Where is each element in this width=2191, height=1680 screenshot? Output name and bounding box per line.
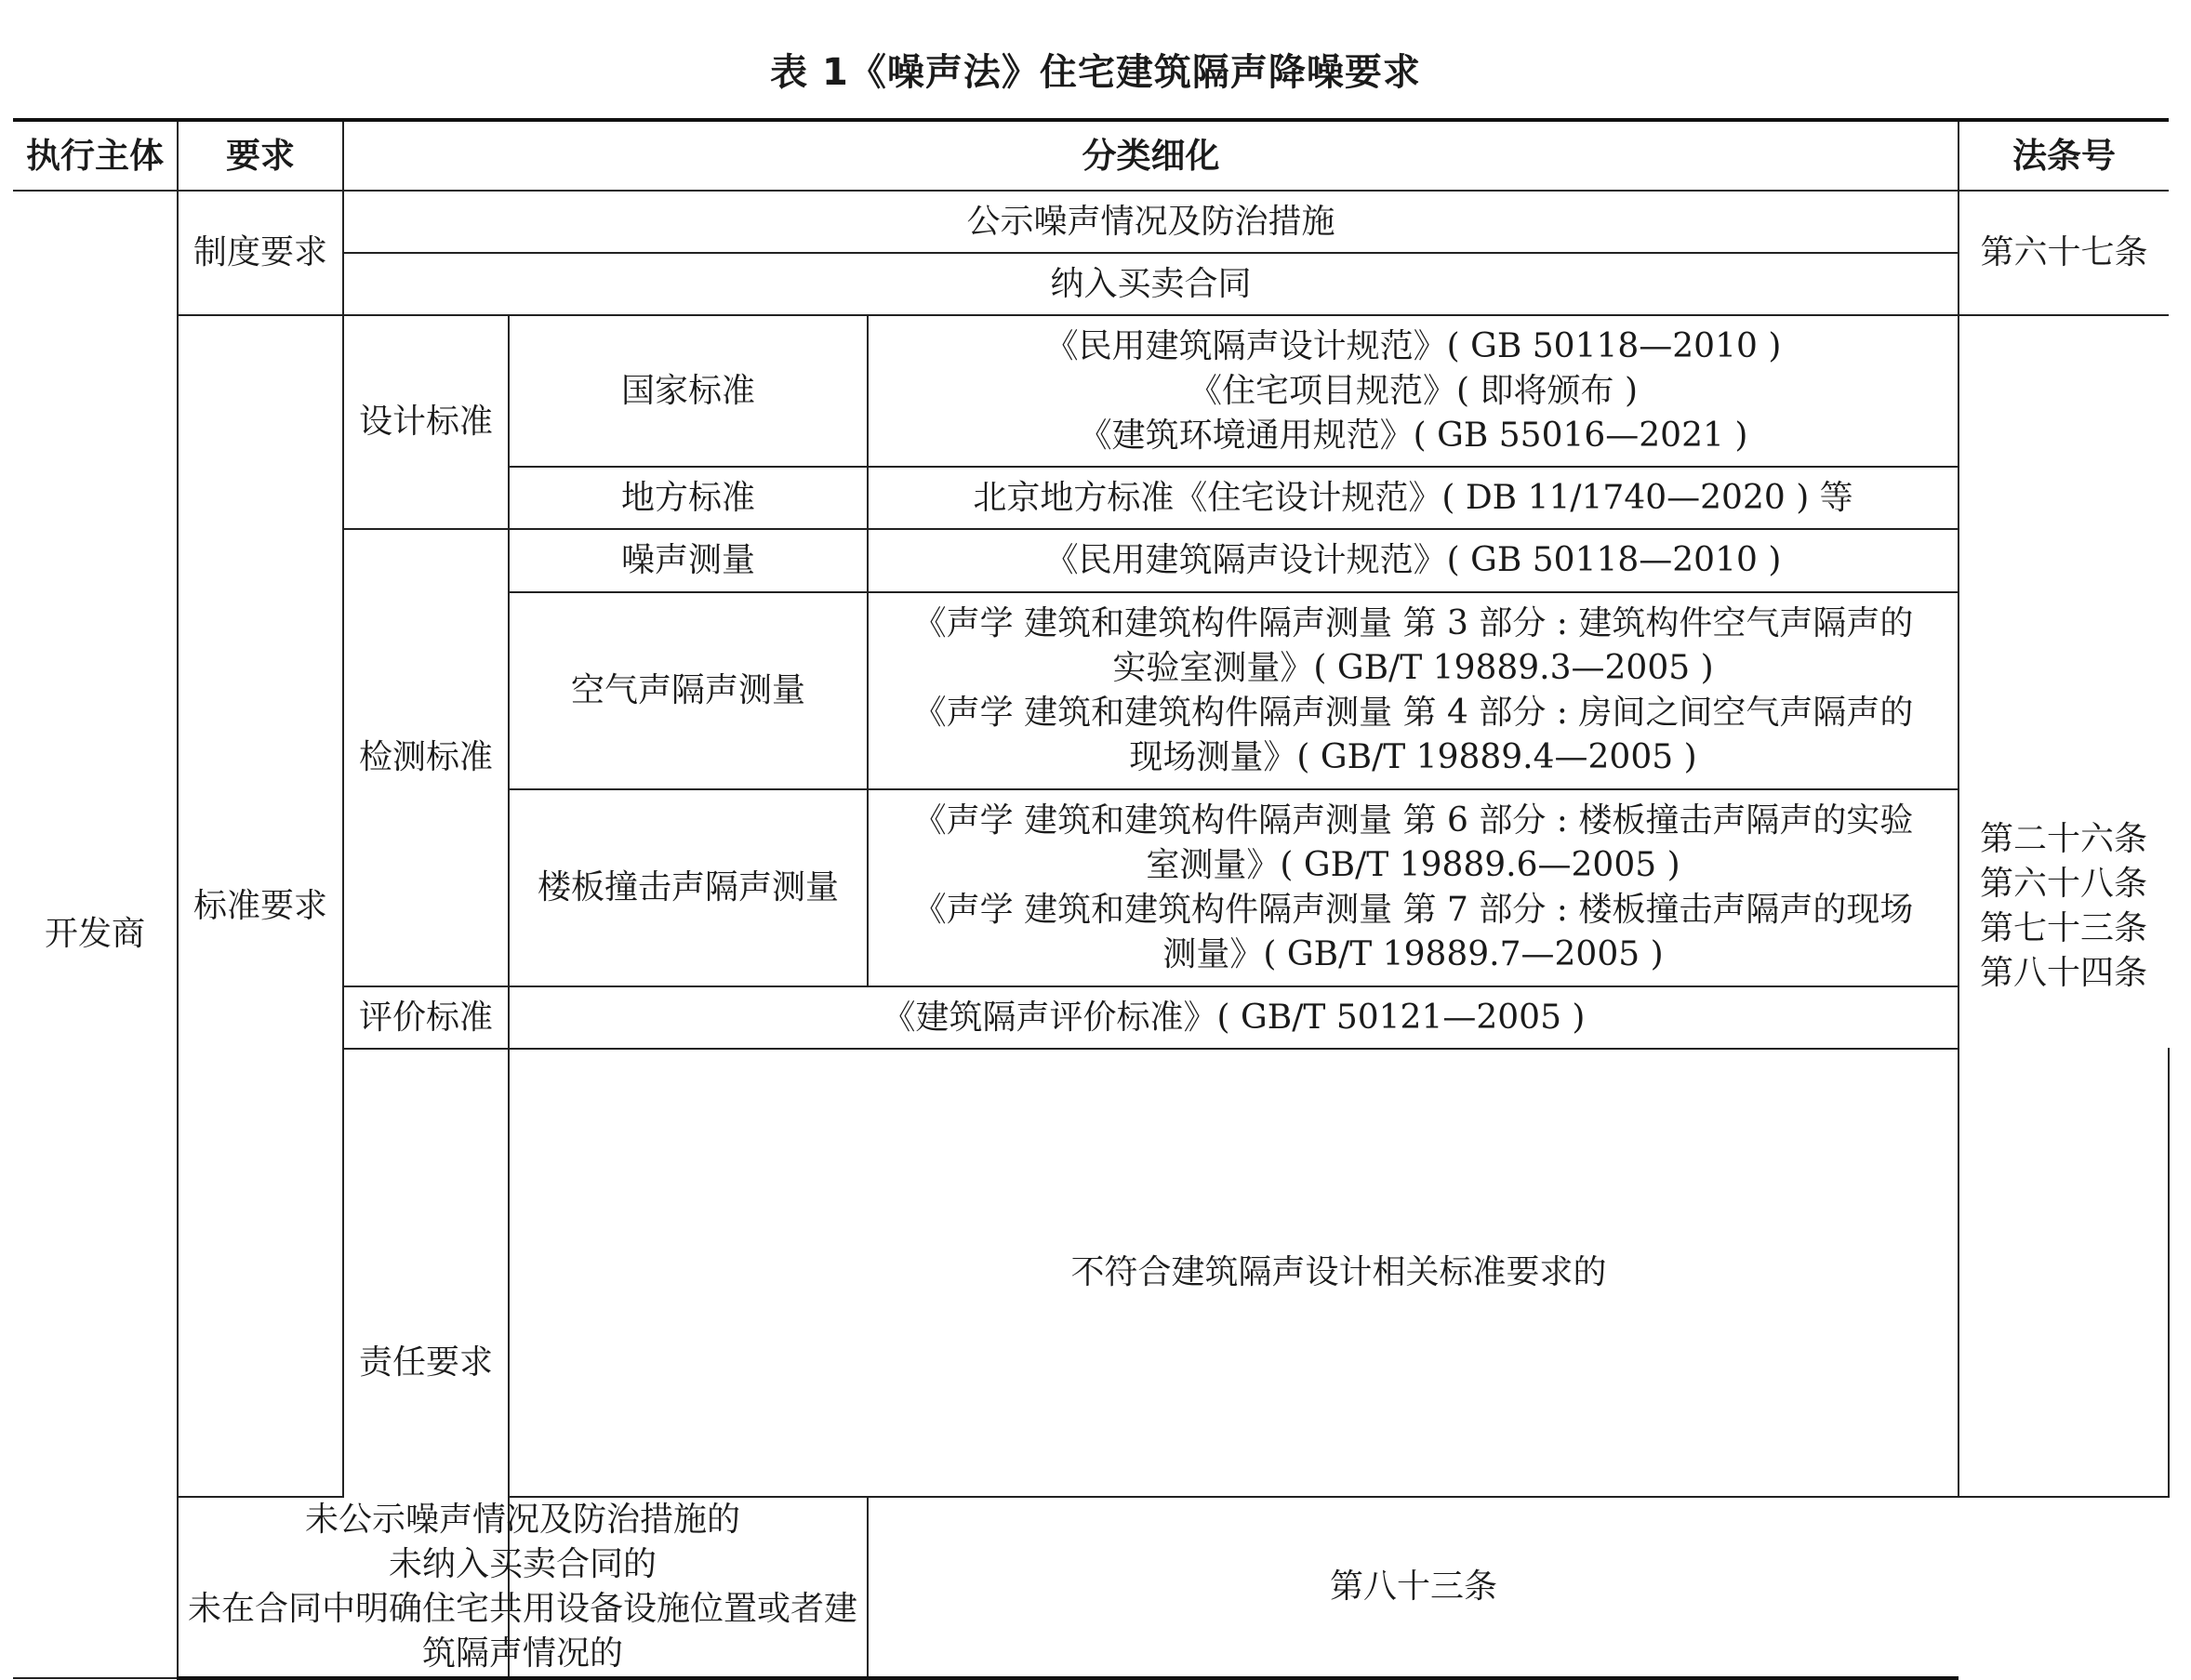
noise-standard: 《民用建筑隔声设计规范》( GB 50118—2010 ) [868,529,1959,592]
table-title: 表 1《噪声法》住宅建筑隔声降噪要求 [770,51,1421,94]
table-row [13,1497,2169,1678]
standard-line: 实验室测量》( GB/T 19889.3—2005 ) [1112,649,1714,687]
liability-line: 未公示噪声情况及防治措施的 [304,1501,740,1539]
standard-line: 《建筑环境通用规范》( GB 55016—2021 ) [1078,416,1748,455]
standard-line: 《声学 建筑和建筑构件隔声测量 第 3 部分 : 建筑构件空气声隔声的 [912,604,1914,642]
standard-line: 《民用建筑隔声设计规范》( GB 50118—2010 ) [1044,326,1782,365]
table-row [13,191,2169,253]
table-row [13,315,2169,467]
liability-second [178,1497,868,1678]
header-classification: 分类细化 [343,120,1959,191]
liability-line: 未纳入买卖合同的 [388,1545,657,1583]
header-requirement: 要求 [178,120,343,191]
liability-label: 责任要求 [343,1049,509,1678]
header-subject: 执行主体 [13,120,178,191]
local-label: 地方标准 [509,467,868,529]
system-item: 纳入买卖合同 [343,253,1959,315]
article-line: 第七十三条 [1980,908,2148,947]
impact-label: 楼板撞击声隔声测量 [509,789,868,986]
airborne-label: 空气声隔声测量 [509,592,868,789]
article-line: 第六十八条 [1980,864,2148,903]
subject-cell: 开发商 [13,191,178,1678]
standard-line: 测量》( GB/T 19889.7—2005 ) [1162,935,1664,973]
standard-line: 《声学 建筑和建筑构件隔声测量 第 7 部分 : 楼板撞击声隔声的现场 [912,891,1914,929]
system-article: 第六十七条 [1959,191,2169,315]
standard-line: 《住宅项目规范》( 即将颁布 ) [1188,371,1638,410]
article-line: 第二十六条 [1980,819,2148,858]
evaluation-standard: 《建筑隔声评价标准》( GB/T 50121—2005 ) [509,986,1959,1049]
local-standard: 北京地方标准《住宅设计规范》( DB 11/1740—2020 ) 等 [868,467,1959,529]
noise-label: 噪声测量 [509,529,868,592]
airborne-standards [868,592,1959,789]
evaluation-label: 评价标准 [343,986,509,1049]
national-label: 国家标准 [509,315,868,467]
national-standards [868,315,1959,467]
article-line: 第八十四条 [1980,953,2148,992]
system-label: 制度要求 [178,191,343,315]
design-label: 设计标准 [343,315,509,529]
standard-line: 现场测量》( GB/T 19889.4—2005 ) [1129,738,1697,776]
liability-first: 不符合建筑隔声设计相关标准要求的 [509,1049,2169,1497]
noise-law-table [13,118,2169,1680]
testing-label: 检测标准 [343,529,509,986]
standard-line: 《声学 建筑和建筑构件隔声测量 第 6 部分 : 楼板撞击声隔声的实验 [912,801,1914,840]
standard-line: 《声学 建筑和建筑构件隔声测量 第 4 部分 : 房间之间空气声隔声的 [912,694,1914,732]
header-article: 法条号 [1959,120,2169,191]
liability-line: 未在合同中明确住宅共用设备设施位置或者建筑隔声情况的 [187,1590,857,1673]
liability-second-article: 第八十三条 [868,1497,1959,1678]
standard-line: 室测量》( GB/T 19889.6—2005 ) [1146,846,1680,884]
impact-standards [868,789,1959,986]
standards-label: 标准要求 [178,315,343,1497]
system-item: 公示噪声情况及防治措施 [343,191,1959,253]
header-row [13,120,2169,191]
